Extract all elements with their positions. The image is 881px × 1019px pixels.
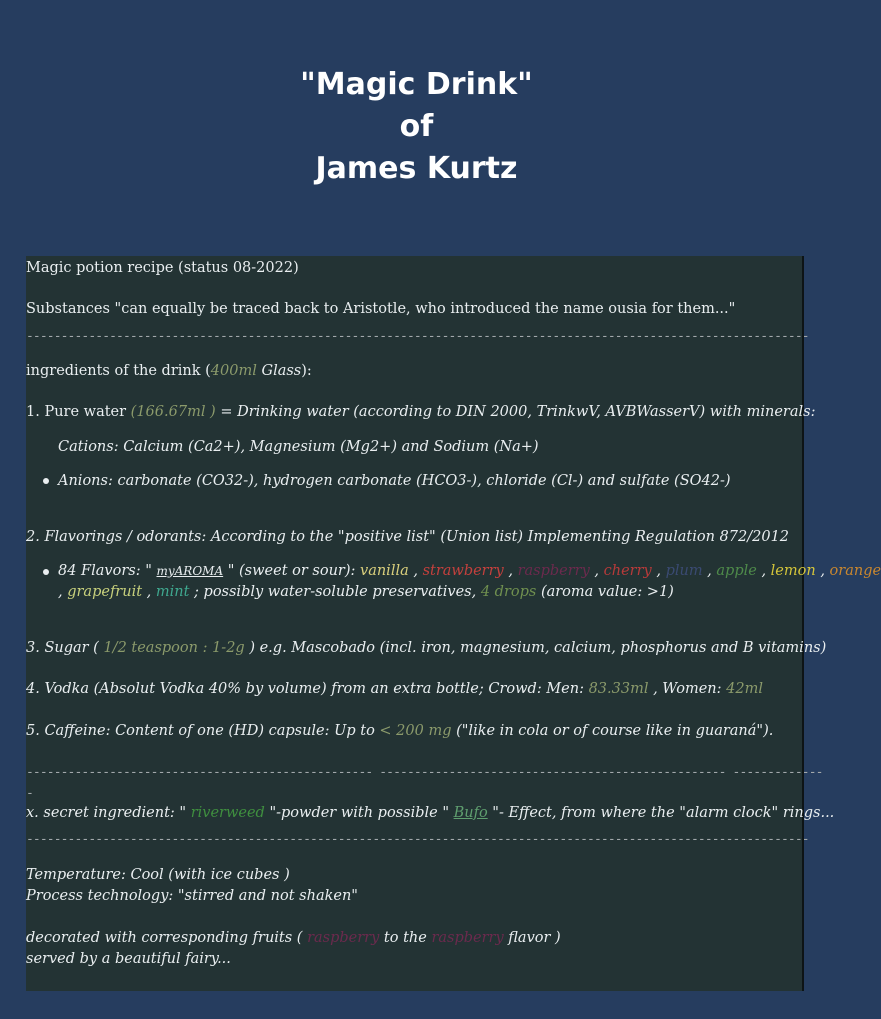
flavor-plum: plum [665, 563, 703, 579]
title-line-3: James Kurtz [315, 151, 518, 186]
flavors-mid: " (sweet or sour): [223, 563, 360, 579]
flavor-raspberry: raspberry [517, 563, 590, 579]
flavors-prefix: 84 Flavors: " [58, 563, 157, 579]
item-3-suffix: ) e.g. Mascobado (incl. iron, magnesium, calcium, phosphorus and B vitamins) [244, 640, 827, 656]
cations-item: Cations: Calcium (Ca2+), Magnesium (Mg2+) and Sodium (Na+) [58, 439, 539, 455]
men-amount: 83.33ml [588, 681, 649, 697]
divider-3: ----------------------------------------------------------------------------------------------------------------- [26, 832, 809, 847]
page-title [0, 64, 833, 190]
item-4 [26, 679, 763, 700]
flavor-grapefruit: grapefruit [67, 584, 143, 600]
item-3 [26, 638, 826, 659]
myaroma-link[interactable]: myAROMA [156, 564, 224, 578]
title-line-1: "Magic Drink" [300, 67, 533, 102]
flavor-apple: apple [716, 563, 757, 579]
decor-raspberry-2: raspberry [431, 930, 504, 946]
women-amount: 42ml [726, 681, 763, 697]
bufo-link[interactable]: Bufo [453, 805, 488, 821]
riverweed-text: riverweed [190, 805, 265, 821]
flavor-cherry: cherry [603, 563, 652, 579]
anions-item: Anions: carbonate (CO32-), hydrogen carbonate (HCO3-), chloride (Cl-) and sulfate (SO42-) [58, 473, 731, 489]
item-2: 2. Flavorings / odorants: According to the "positive list" (Union list) Implementing Regulation 872/2012 [26, 529, 790, 545]
decor-suffix: flavor ) [503, 930, 561, 946]
item-1-amount: (166.67ml ) [130, 404, 216, 420]
divider-2: -------------------------------------------------- -------------------------------------------------- ------------- [26, 765, 823, 780]
recipe-panel [26, 256, 881, 991]
ingredients-suffix: ): [301, 363, 312, 379]
item-3-prefix: 3. Sugar ( [26, 640, 104, 656]
substances-quote: Substances "can equally be traced back to Aristotle, who introduced the name ousia for them..." [26, 301, 736, 317]
drops-amount: 4 drops [480, 584, 537, 600]
item-1-label: 1. Pure water [26, 404, 131, 420]
item-4-prefix: 4. Vodka (Absolut Vodka 40% by volume) from an extra bottle; Crowd: Men: [26, 681, 589, 697]
ingredients-header [26, 361, 312, 382]
separator: , [589, 563, 604, 579]
item-5-suffix: ("like in cola or of course like in guaraná"). [451, 723, 774, 739]
temperature: Temperature: Cool (with ice cubes ) [26, 867, 290, 883]
item-4-mid: , Women: [648, 681, 727, 697]
flavor-orange: orange [829, 563, 881, 579]
flavor-vanilla: vanilla [360, 563, 409, 579]
secret-prefix: x. secret ingredient: " [26, 805, 191, 821]
separator: , [702, 563, 717, 579]
preservatives-text: ; possibly water-soluble preservatives, [189, 584, 481, 600]
secret-ingredient [26, 803, 834, 824]
decor-mid: to the [379, 930, 432, 946]
separator: , [408, 563, 423, 579]
item-5 [26, 721, 773, 742]
served-by: served by a beautiful fairy... [26, 951, 231, 967]
ingredients-prefix: ingredients of the drink ( [26, 363, 211, 379]
separator: , [142, 584, 156, 600]
divider-1: ----------------------------------------------------------------------------------------------------------------- [26, 329, 809, 344]
aroma-value: (aroma value: >1) [536, 584, 674, 600]
glass-label: Glass [256, 363, 302, 379]
item-1 [26, 402, 815, 423]
flavor-lemon: lemon [770, 563, 816, 579]
flavors-line-1 [58, 561, 881, 582]
process-technology: Process technology: "stirred and not shaken" [26, 888, 358, 904]
title-line-2: of [399, 109, 434, 144]
decor-raspberry-1: raspberry [307, 930, 380, 946]
separator: , [651, 563, 666, 579]
item-1-text: = Drinking water (according to DIN 2000, TrinkwV, AVBWasserV) with minerals: [215, 404, 816, 420]
sugar-amount: 1/2 teaspoon : 1-2g [103, 640, 245, 656]
flavors-line-2 [58, 582, 674, 603]
glass-volume: 400ml [210, 363, 257, 379]
separator: , [756, 563, 771, 579]
flavor-strawberry: strawberry [422, 563, 504, 579]
decor-prefix: decorated with corresponding fruits ( [26, 930, 308, 946]
separator: , [503, 563, 518, 579]
caffeine-amount: < 200 mg [379, 723, 452, 739]
secret-suffix: "- Effect, from where the "alarm clock" rings... [487, 805, 835, 821]
recipe-status: Magic potion recipe (status 08-2022) [26, 260, 299, 276]
separator: , [58, 584, 68, 600]
secret-mid: "-powder with possible " [264, 805, 454, 821]
bullet-icon [43, 478, 49, 484]
decoration [26, 928, 561, 949]
divider-2-wrap: - [26, 786, 33, 801]
item-5-prefix: 5. Caffeine: Content of one (HD) capsule: Up to [26, 723, 380, 739]
bullet-icon [43, 569, 49, 575]
separator: , [815, 563, 830, 579]
flavor-mint: mint [155, 584, 190, 600]
